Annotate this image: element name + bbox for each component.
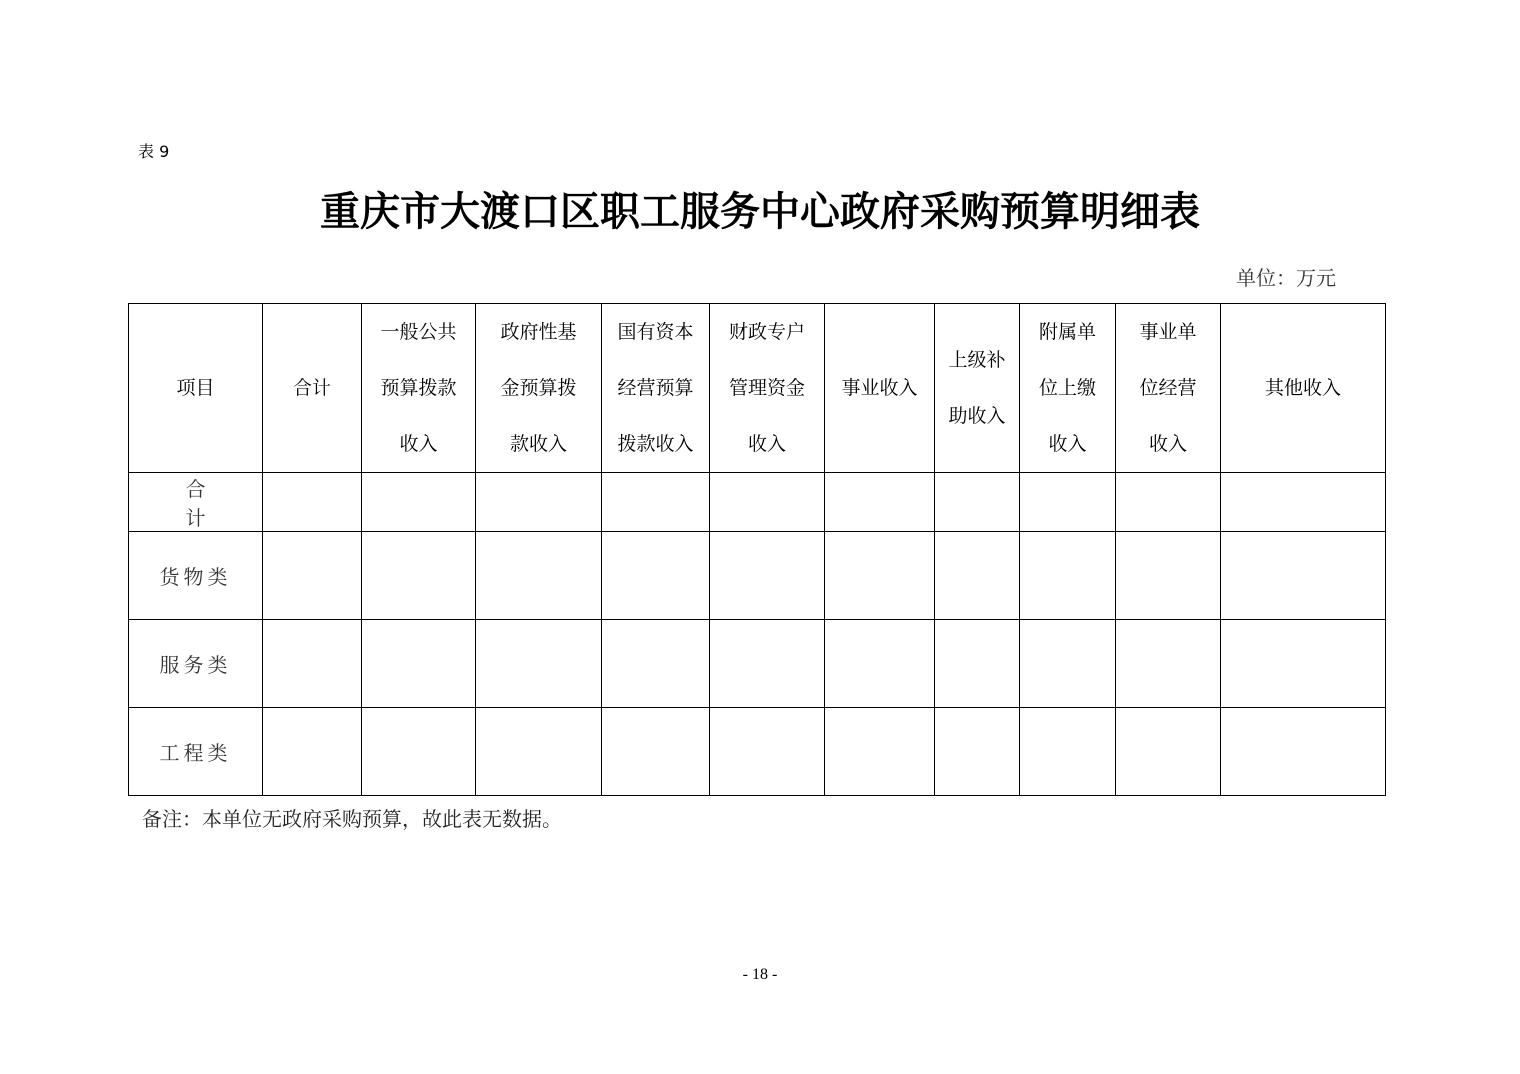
table-row-total — [129, 473, 1386, 532]
header-total: 合计 — [263, 304, 362, 473]
unit-label: 单位：万元 — [1236, 266, 1336, 290]
footnote: 备注：本单位无政府采购预算，故此表无数据。 — [142, 807, 562, 831]
header-row — [129, 304, 1386, 473]
table-cell — [1116, 708, 1221, 796]
table-cell — [362, 620, 476, 708]
page-number: - 18 - — [742, 966, 778, 983]
row-label: 工程类 — [129, 708, 263, 796]
table-cell — [1221, 473, 1386, 532]
table-row-goods — [129, 532, 1386, 620]
table-cell — [602, 708, 710, 796]
table-cell — [825, 708, 935, 796]
header-other-income: 其他收入 — [1221, 304, 1386, 473]
table-cell — [1221, 532, 1386, 620]
header-superior-subsidy: 上级补 助收入 — [935, 304, 1020, 473]
table-cell — [710, 473, 825, 532]
header-business-income: 事业收入 — [825, 304, 935, 473]
header-item: 项目 — [129, 304, 263, 473]
header-state-capital: 国有资本 经营预算 拨款收入 — [602, 304, 710, 473]
header-special-account: 财政专户 管理资金 收入 — [710, 304, 825, 473]
table-cell — [476, 532, 602, 620]
table-row-services — [129, 620, 1386, 708]
table-cell — [1020, 532, 1116, 620]
table-cell — [476, 620, 602, 708]
table-cell — [1020, 620, 1116, 708]
table-cell — [362, 708, 476, 796]
row-label: 服务类 — [129, 620, 263, 708]
table-cell — [263, 620, 362, 708]
header-affiliate-payment: 附属单 位上缴 收入 — [1020, 304, 1116, 473]
header-operating-income: 事业单 位经营 收入 — [1116, 304, 1221, 473]
page-title: 重庆市大渡口区职工服务中心政府采购预算明细表 — [320, 188, 1200, 235]
header-general-budget: 一般公共 预算拨款 收入 — [362, 304, 476, 473]
table-cell — [935, 532, 1020, 620]
table-cell — [935, 620, 1020, 708]
budget-table — [128, 303, 1386, 796]
table-cell — [825, 620, 935, 708]
table-cell — [825, 532, 935, 620]
table-cell — [1221, 620, 1386, 708]
table-cell — [935, 473, 1020, 532]
table-cell — [362, 532, 476, 620]
table-cell — [263, 532, 362, 620]
table-cell — [476, 473, 602, 532]
table-cell — [263, 473, 362, 532]
table-cell — [710, 532, 825, 620]
table-cell — [1221, 708, 1386, 796]
table-cell — [602, 532, 710, 620]
table-cell — [710, 620, 825, 708]
table-cell — [602, 473, 710, 532]
table-cell — [1116, 620, 1221, 708]
table-cell — [362, 473, 476, 532]
table-cell — [1116, 532, 1221, 620]
table-row-construction — [129, 708, 1386, 796]
table-cell — [1020, 708, 1116, 796]
table-cell — [1020, 473, 1116, 532]
table-cell — [710, 708, 825, 796]
table-cell — [935, 708, 1020, 796]
table-cell — [602, 620, 710, 708]
table-number: 表 9 — [138, 142, 170, 161]
table-cell — [825, 473, 935, 532]
row-label: 货物类 — [129, 532, 263, 620]
row-label: 合 计 — [129, 473, 263, 532]
table-cell — [476, 708, 602, 796]
table-cell — [1116, 473, 1221, 532]
header-gov-fund: 政府性基 金预算拨 款收入 — [476, 304, 602, 473]
table-cell — [263, 708, 362, 796]
